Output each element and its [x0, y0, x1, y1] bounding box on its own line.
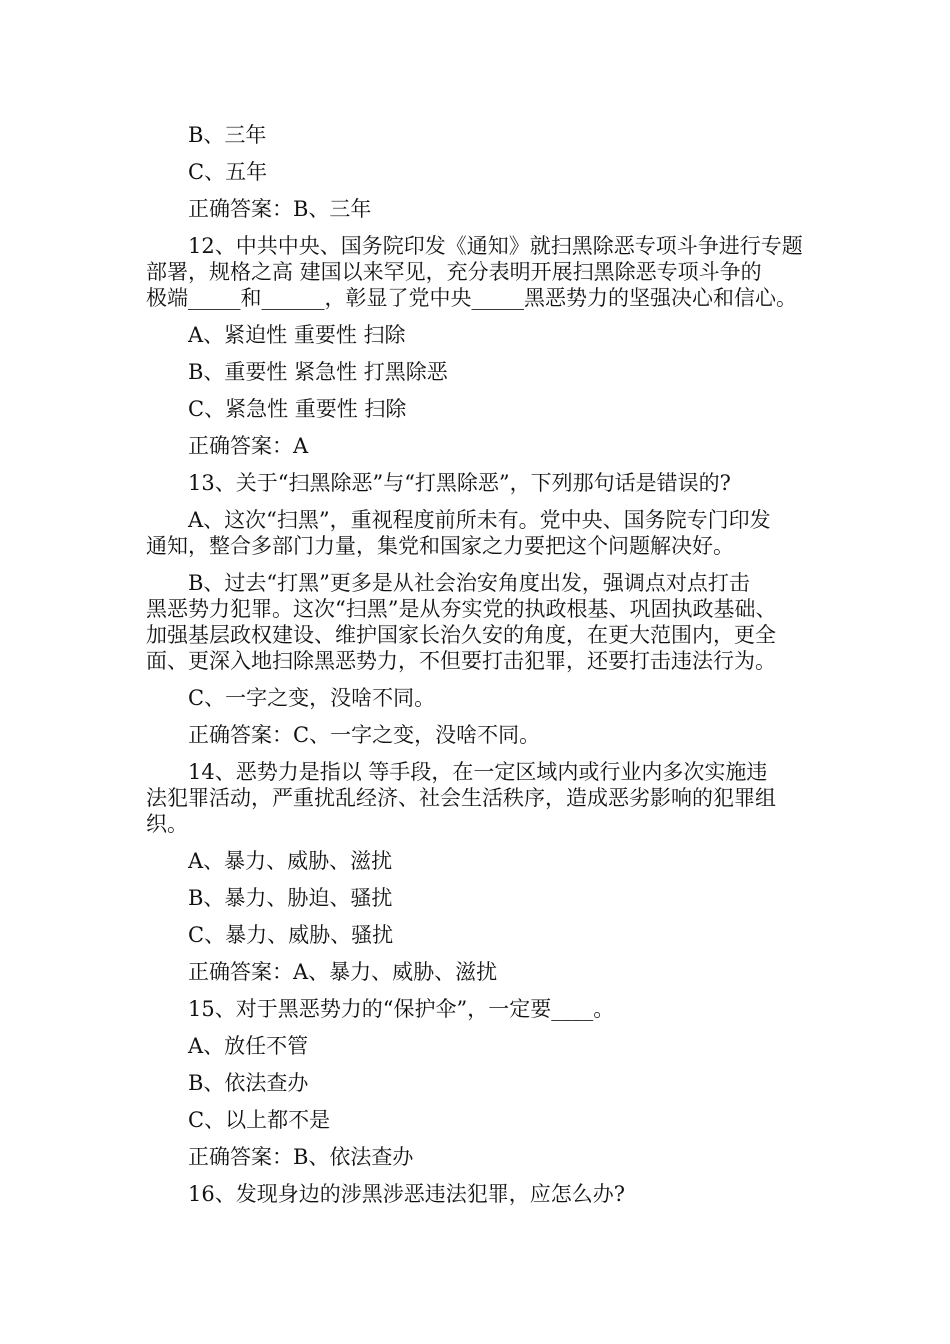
question-14-line3: 织。: [146, 812, 188, 836]
option-a: A、紧迫性 重要性 扫除: [188, 323, 406, 347]
question-16: 16、发现身边的涉黑涉恶违法犯罪，应怎么办?: [188, 1182, 625, 1206]
option-b: B、暴力、胁迫、骚扰: [188, 886, 393, 910]
option-b: B、三年: [188, 123, 267, 147]
option-a-line2: 通知，整合多部门力量，集党和国家之力要把这个问题解决好。: [146, 534, 734, 558]
question-14: 14、恶势力是指以 等手段，在一定区域内或行业内多次实施违: [188, 760, 768, 784]
option-c: C、暴力、威胁、骚扰: [188, 923, 394, 947]
answer-13: 正确答案：C、一字之变，没啥不同。: [188, 723, 541, 747]
option-c: C、一字之变，没啥不同。: [188, 686, 436, 710]
option-b: B、依法查办: [188, 1071, 309, 1095]
question-12-line2: 部署，规格之高 建国以来罕见，充分表明开展扫黑除恶专项斗争的: [146, 260, 762, 284]
question-12: 12、中共中央、国务院印发《通知》就扫黑除恶专项斗争进行专题: [188, 234, 803, 258]
option-b: B、过去“打黑”更多是从社会治安角度出发，强调点对点打击: [188, 571, 750, 595]
option-c: C、以上都不是: [188, 1108, 331, 1132]
option-b-line2: 黑恶势力犯罪。这次“扫黑”是从夯实党的执政根基、巩固执政基础、: [146, 597, 777, 621]
question-14-line2: 法犯罪活动，严重扰乱经济、社会生活秩序，造成恶劣影响的犯罪组: [146, 786, 776, 810]
answer-14: 正确答案：A、暴力、威胁、滋扰: [188, 960, 498, 984]
option-b-line4: 面、更深入地扫除黑恶势力，不但要打击犯罪，还要打击违法行为。: [146, 649, 776, 673]
answer-15: 正确答案：B、依法查办: [188, 1145, 414, 1169]
option-c: C、五年: [188, 160, 268, 184]
question-12-line3: 极端_____和______，彰显了党中央_____黑恶势力的坚强决心和信心。: [146, 286, 797, 310]
option-a: A、暴力、威胁、滋扰: [188, 849, 393, 873]
question-13: 13、关于“扫黑除恶”与“打黑除恶”，下列那句话是错误的?: [188, 471, 731, 495]
option-a: A、这次“扫黑”，重视程度前所未有。党中央、国务院专门印发: [188, 508, 771, 532]
option-c: C、紧急性 重要性 扫除: [188, 397, 407, 421]
option-a: A、放任不管: [188, 1034, 309, 1058]
question-15: 15、对于黑恶势力的“保护伞”，一定要____。: [188, 997, 615, 1021]
answer-12: 正确答案：A: [188, 434, 309, 458]
answer-11: 正确答案：B、三年: [188, 197, 372, 221]
option-b: B、重要性 紧急性 打黑除恶: [188, 360, 448, 384]
option-b-line3: 加强基层政权建设、维护国家长治久安的角度，在更大范围内，更全: [146, 623, 776, 647]
